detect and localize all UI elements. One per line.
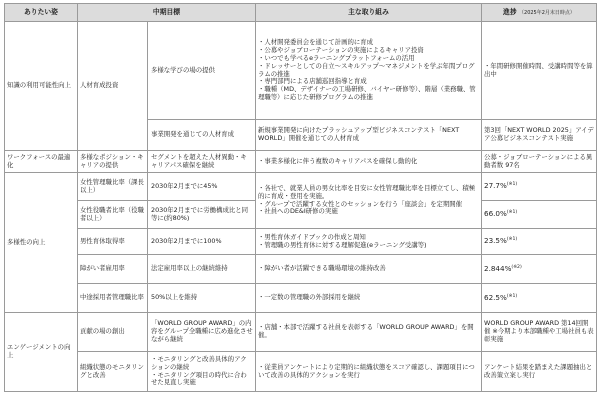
progress-disability-employment	[482, 255, 597, 284]
progress-value: 66.0%	[484, 209, 507, 219]
goal-org-monitoring: 組織状態のモニタリングと改善	[78, 352, 148, 392]
sub-disability-employment: 法定雇用率以上の継続維持	[148, 255, 256, 284]
action-item: ・職種（MD、デザイナーの工場研修、バイヤー研修等）、階層（業務職、管理職等）に応じた研修プログラムの推進	[258, 85, 476, 101]
action-disability: ・障がい者が活躍できる職場環境の維持改善	[256, 255, 482, 284]
action-item: ・人材開発委員会を通じて計画的に育成	[258, 38, 374, 47]
progress-midcareer-managers	[482, 284, 597, 313]
subs-monitoring	[148, 352, 256, 392]
progress-next-world: 第3回「NEXT WORLD 2025」アイデア公募ビジネスコンテスト実施	[482, 120, 597, 151]
action-item: ・公募やジョブローテーションの実施によるキャリア投資	[258, 46, 424, 55]
footnote-mark: (※1)	[506, 210, 518, 216]
goal-paternity-leave: 男性育休取得率	[78, 229, 148, 255]
table-row	[5, 352, 597, 392]
sub-business-dev: 事業開発を通じての人材育成	[148, 120, 256, 151]
section-knowledge: 知識の利用可能性向上	[5, 22, 78, 151]
sub-learning-places: 多様な学びの場の提供	[148, 22, 256, 120]
action-item: ・専門部門による店舗巡回指導と育成	[258, 77, 367, 86]
section-engagement: エンゲージメントの向上	[5, 313, 78, 392]
table-row	[5, 151, 597, 173]
table-row	[5, 173, 597, 201]
progress-value: 62.5%	[484, 292, 507, 302]
progress-value: 2.844%	[484, 263, 512, 273]
section-workforce: ワークフォースの最適化	[5, 151, 78, 173]
action-item: ・各社で、就業人員の男女比率を目安に女性管理職比率を目標立てし、積極的に育成・登用を実施。	[258, 183, 476, 200]
goal-contribution: 貢献の場の創出	[78, 313, 148, 352]
header-progress-label: 進捗	[503, 8, 517, 17]
section-diversity: 多様性の向上	[5, 173, 78, 313]
progress-award: WORLD GROUP AWARD 第14回開催 ※今期より本部職種や工場社員も表彰実施	[482, 313, 597, 352]
actions-learning	[256, 22, 482, 120]
progress-learning: ・年間研修開催時間、受講時間等を算出中	[482, 22, 597, 120]
sub-female-officers: 2030年2月までに労働構成比と同等に(約80%)	[148, 201, 256, 229]
sub-paternity-leave: 2030年2月までに100%	[148, 229, 256, 255]
table-row	[5, 255, 597, 284]
footnote-mark: (※1)	[506, 182, 518, 188]
table-row	[5, 313, 597, 352]
progress-value: 23.5%	[484, 236, 507, 246]
table-row	[5, 229, 597, 255]
goal-positions: 多様なポジション・キャリアの提供	[78, 151, 148, 173]
header-mid-term-goal: 中期目標	[78, 4, 256, 22]
header-main-initiatives: 主な取り組み	[256, 4, 482, 22]
sub-item: ・モニタリング項目の時代に合わせた見直し実施	[151, 370, 247, 387]
goal-midcareer-managers: 中途採用者管理職比率	[78, 284, 148, 313]
goal-female-officers: 女性役職者比率（役職者以上）	[78, 201, 148, 229]
action-midcareer: ・一定数の管理職の外部採用を継続	[256, 284, 482, 313]
header-progress	[482, 4, 597, 22]
table-row	[5, 284, 597, 313]
action-item: ・ドレッサーとしての自立～スキルアップ～マネジメントを学ぶ年間プログラムの推進	[258, 61, 475, 78]
action-item: ・社員へのDE&I研修の実施	[258, 207, 338, 216]
progress-survey: アンケート結果を踏まえた課題抽出と改善策立案し実行	[482, 352, 597, 392]
actions-paternity	[256, 229, 482, 255]
progress-female-managers	[482, 173, 597, 201]
sub-world-group-award: 「WORLD GROUP AWARD」の内容をグループ全職種に広め進化させながら継続	[148, 313, 256, 352]
progress-female-officers	[482, 201, 597, 229]
document-page	[4, 3, 596, 413]
table-row	[5, 22, 597, 120]
sub-female-managers: 2030年2月までに45%	[148, 173, 256, 201]
header-progress-date: （2025年2月末日時点）	[519, 10, 575, 17]
sub-career-path: セグメントを超えた人材異動・キャリアパス確保を継続	[148, 151, 256, 173]
action-item: ・グループで活躍する女性とのセッションを行う「座談会」を定期開催	[258, 199, 463, 208]
goal-disability-employment: 障がい者雇用率	[78, 255, 148, 284]
footnote-mark: (※1)	[506, 237, 518, 243]
action-item: ・いつでも学べるeラーニングプラットフォームの活用	[258, 53, 415, 62]
goal-female-managers: 女性管理職比率（課長以上）	[78, 173, 148, 201]
action-survey: ・従業員アンケートにより定期的に組織状態をスコア確認し、課題項目について改善の具体的アクションを実行	[256, 352, 482, 392]
header-ideal-state: ありたい姿	[5, 4, 78, 22]
sub-midcareer-managers: 50%以上を維持	[148, 284, 256, 313]
table-header-row	[5, 4, 597, 22]
progress-career-path: 公募・ジョブローテーションによる異動者数 97名	[482, 151, 597, 173]
footnote-mark: (※2)	[511, 264, 522, 270]
actions-female	[256, 173, 482, 229]
action-next-world: 新規事業開発に向けたプラッシュアップ型ビジネスコンテスト「NEXT WORLD」開催を通じての人材育成	[256, 120, 482, 151]
action-career-path: ・事業多様化に伴う複数のキャリアパスを確保し動的化	[256, 151, 482, 173]
footnote-mark: (※1)	[506, 293, 518, 299]
hr-strategy-table	[4, 3, 597, 392]
action-item: ・管理職の男性育休に対する理解促進(eラーニング受講等)	[258, 240, 427, 249]
goal-hr-investment: 人材育成投資	[78, 22, 148, 151]
progress-value: 27.7%	[484, 181, 507, 191]
sub-item: ・モニタリングと改善具体的アクションの継続	[151, 354, 247, 371]
action-award: ・店舗・本部で活躍する社員を表彰する「WORLD GROUP AWARD」を開催。	[256, 313, 482, 352]
progress-paternity-leave	[482, 229, 597, 255]
action-item: ・男性育休ガイドブックの作成と周知	[258, 232, 366, 241]
